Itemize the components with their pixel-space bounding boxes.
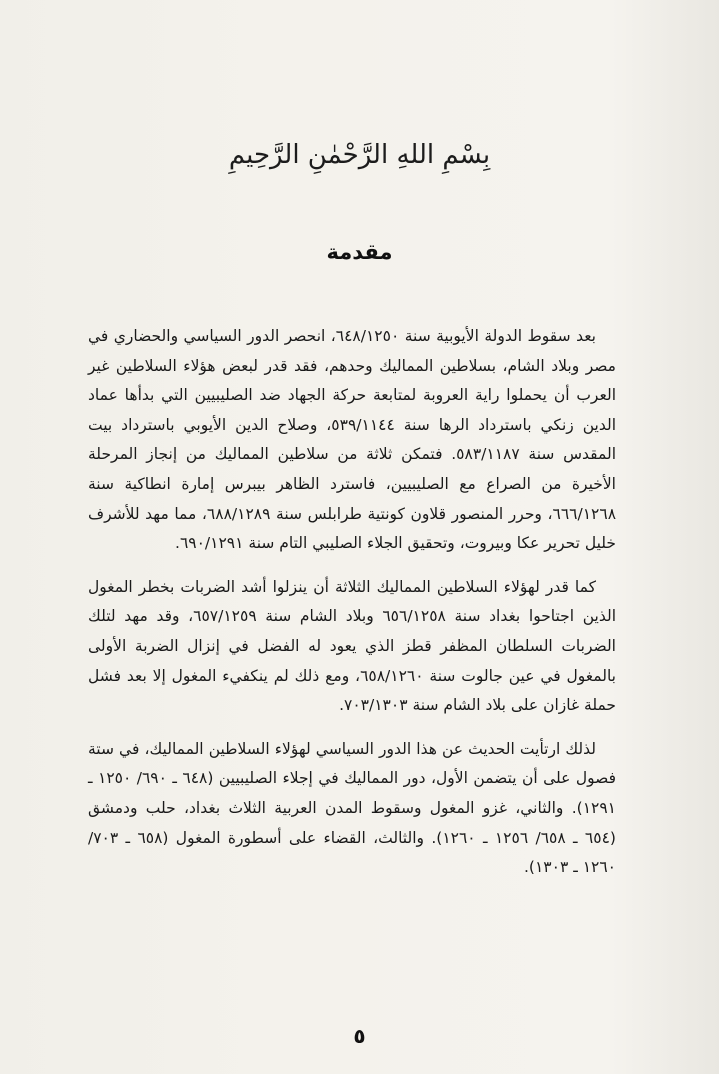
paragraph: لذلك ارتأيت الحديث عن هذا الدور السياسي لهؤلاء السلاطين المماليك، في ستة فصول على أن يتضمن الأول، دور المماليك في إجلاء الصليبيين (٦٤٨ ـ ٦٩٠/ ١٢٥٠ ـ ١٢٩١). والثاني، غزو المغول وسقوط المدن العربية الثلاث بغداد، حلب ودمشق (٦٥٤ ـ ٦٥٨/ ١٢٥٦ ـ ١٢٦٠). والثالث، القضاء على أسطورة المغول (٦٥٨ ـ ٧٠٣/ ١٢٦٠ ـ ١٣٠٣). (88, 739, 616, 877)
bismillah-calligraphy: بِسْمِ اللهِ الرَّحْمٰنِ الرَّحِيمِ (228, 140, 491, 170)
section-heading: مقدمة (326, 240, 393, 264)
paragraph: كما قدر لهؤلاء السلاطين المماليك الثلاثة أن ينزلوا أشد الضربات بخطر المغول الذين اجتاحوا بغداد سنة ٦٥٦/١٢٥٨ وبلاد الشام سنة ٦٥٧/١٢٥٩، وقد مهد لتلك الضربات السلطان المظفر قطز الذي يعود له الفضل في إنزال الضربة الأولى بالمغول في عين جالوت سنة ٦٥٨/١٢٦٠، ومع ذلك لم ينكفيء المغول إلا بعد فشل حملة غازان على بلاد الشام سنة ٧٠٣/١٣٠٣. (88, 577, 616, 715)
body-text (88, 322, 616, 883)
paragraph: بعد سقوط الدولة الأيوبية سنة ٦٤٨/١٢٥٠، انحصر الدور السياسي والحضاري في مصر وبلاد الشام، بسلاطين المماليك وحدهم، فقد قدر لبعض هؤلاء السلاطين غير العرب أن يحملوا راية العروبة لمتابعة حركة الجهاد ضد الصليبيين التي بدأها عماد الدين زنكي باسترداد الرها سنة ٥٣٩/١١٤٤، وصلاح الدين الأيوبي باسترداد بيت المقدس سنة ٥٨٣/١١٨٧. فتمكن ثلاثة من سلاطين المماليك من إنجاز المرحلة الأخيرة من الصراع مع الصليبيين، فاسترد الظاهر بيبرس إمارة انطاكية سنة ٦٦٦/١٢٦٨، وحرر المنصور قلاون كونتية طرابلس سنة ٦٨٨/١٢٨٩، مما مهد للأشرف خليل تحرير عكا وبيروت، وتحقيق الجلاء الصليبي التام سنة ٦٩٠/١٢٩١. (88, 327, 617, 553)
page-number: ٥ (353, 1024, 366, 1048)
